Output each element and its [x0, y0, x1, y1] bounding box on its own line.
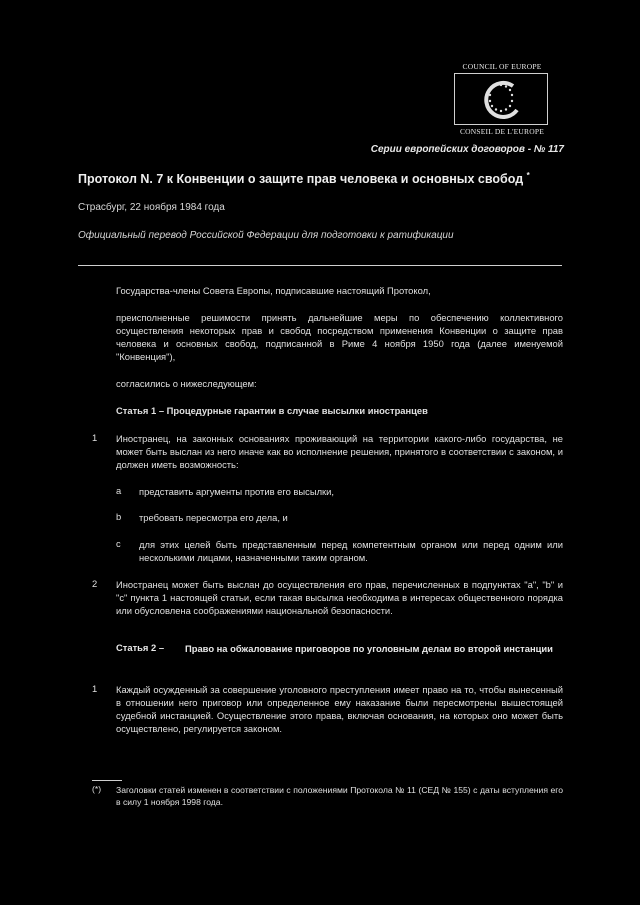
article-1-item-1-text: Иностранец, на законных основаниях проживающий на территории какого-либо государства, не может быть выслан из него иначе как во исполнение решения, принятого в соответствии с законом, и должен иметь возможность: — [116, 433, 563, 470]
article-1-sub-b-letter: b — [116, 511, 122, 522]
preamble-paragraph-1: Государства-члены Совета Европы, подписавшие настоящий Протокол, — [116, 285, 431, 296]
preamble-paragraph-2: преисполненные решимости принять дальнейшие меры по обеспечению коллективного осуществления некоторых прав и свобод посредством применения Конвенции о защите прав человека и основных свобод, подписанной в Риме 4 ноября 1950 года (далее именуемой "Конвенция"), — [116, 312, 563, 362]
article-2-title: Право на обжалование приговоров по уголовным делам во второй инстанции — [185, 643, 553, 654]
logo-top-text: COUNCIL OF EUROPE — [462, 62, 542, 71]
logo-emblem — [454, 73, 548, 125]
treaty-series: Серии европейских договоров - № 117 — [370, 144, 564, 155]
article-1-item-2-text: Иностранец может быть выслан до осуществления его прав, перечисленных в подпунктах "a", "b" и "c" пункта 1 настоящей статьи, если такая высылка необходима в интересах общественного порядка или обусловлена соображениями национальной безопасности. — [116, 579, 563, 616]
preamble-paragraph-3: согласились о нижеследующем: — [116, 378, 257, 389]
article-1-sub-c-text: для этих целей быть представленным перед компетентным органом или перед одним или несколькими лицами, назначенными таким органом. — [139, 539, 563, 563]
logo-bottom-text: CONSEIL DE L'EUROPE — [459, 127, 545, 136]
article-1-item-2-number: 2 — [92, 578, 98, 589]
article-2-item-1-number: 1 — [92, 683, 98, 694]
title-footnote-mark: * — [526, 171, 530, 180]
translation-note: Официальный перевод Российской Федерации для подготовки к ратификации — [78, 230, 454, 241]
article-1-sub-b-text: требовать пересмотра его дела, и — [139, 512, 288, 523]
footnote-mark: (*) — [92, 784, 102, 794]
header-divider — [78, 265, 562, 266]
emblem-icon — [455, 74, 547, 124]
footnote-text: Заголовки статей изменен в соответствии с положениями Протокола № 11 (СЕД № 155) с даты вступления его в силу 1 ноября 1998 года. — [116, 785, 563, 807]
council-of-europe-logo — [452, 62, 552, 138]
article-1-sub-c-letter: c — [116, 538, 121, 549]
article-2-item-1-text: Каждый осужденный за совершение уголовного преступления имеет право на то, чтобы вынесенный в отношении него приговор или определенное ему наказание были пересмотрены вышестоящей судебной инстанцией. Осуществление этого права, включая основания, на которых оно может быть осуществлено, регулируется законом. — [116, 684, 563, 734]
article-1-item-1-number: 1 — [92, 432, 98, 443]
article-2-label: Статья 2 – — [116, 642, 165, 653]
article-1-sub-a-text: представить аргументы против его высылки, — [139, 486, 334, 497]
article-1-heading: Статья 1 – Процедурные гарантии в случае высылки иностранцев — [116, 405, 428, 416]
footnote-divider — [92, 780, 122, 781]
title-text: Протокол N. 7 к Конвенции о защите прав человека и основных свобод — [78, 172, 524, 187]
document-title — [78, 171, 578, 186]
place-date: Страсбург, 22 ноября 1984 года — [78, 202, 225, 213]
article-1-sub-a-letter: a — [116, 485, 122, 496]
